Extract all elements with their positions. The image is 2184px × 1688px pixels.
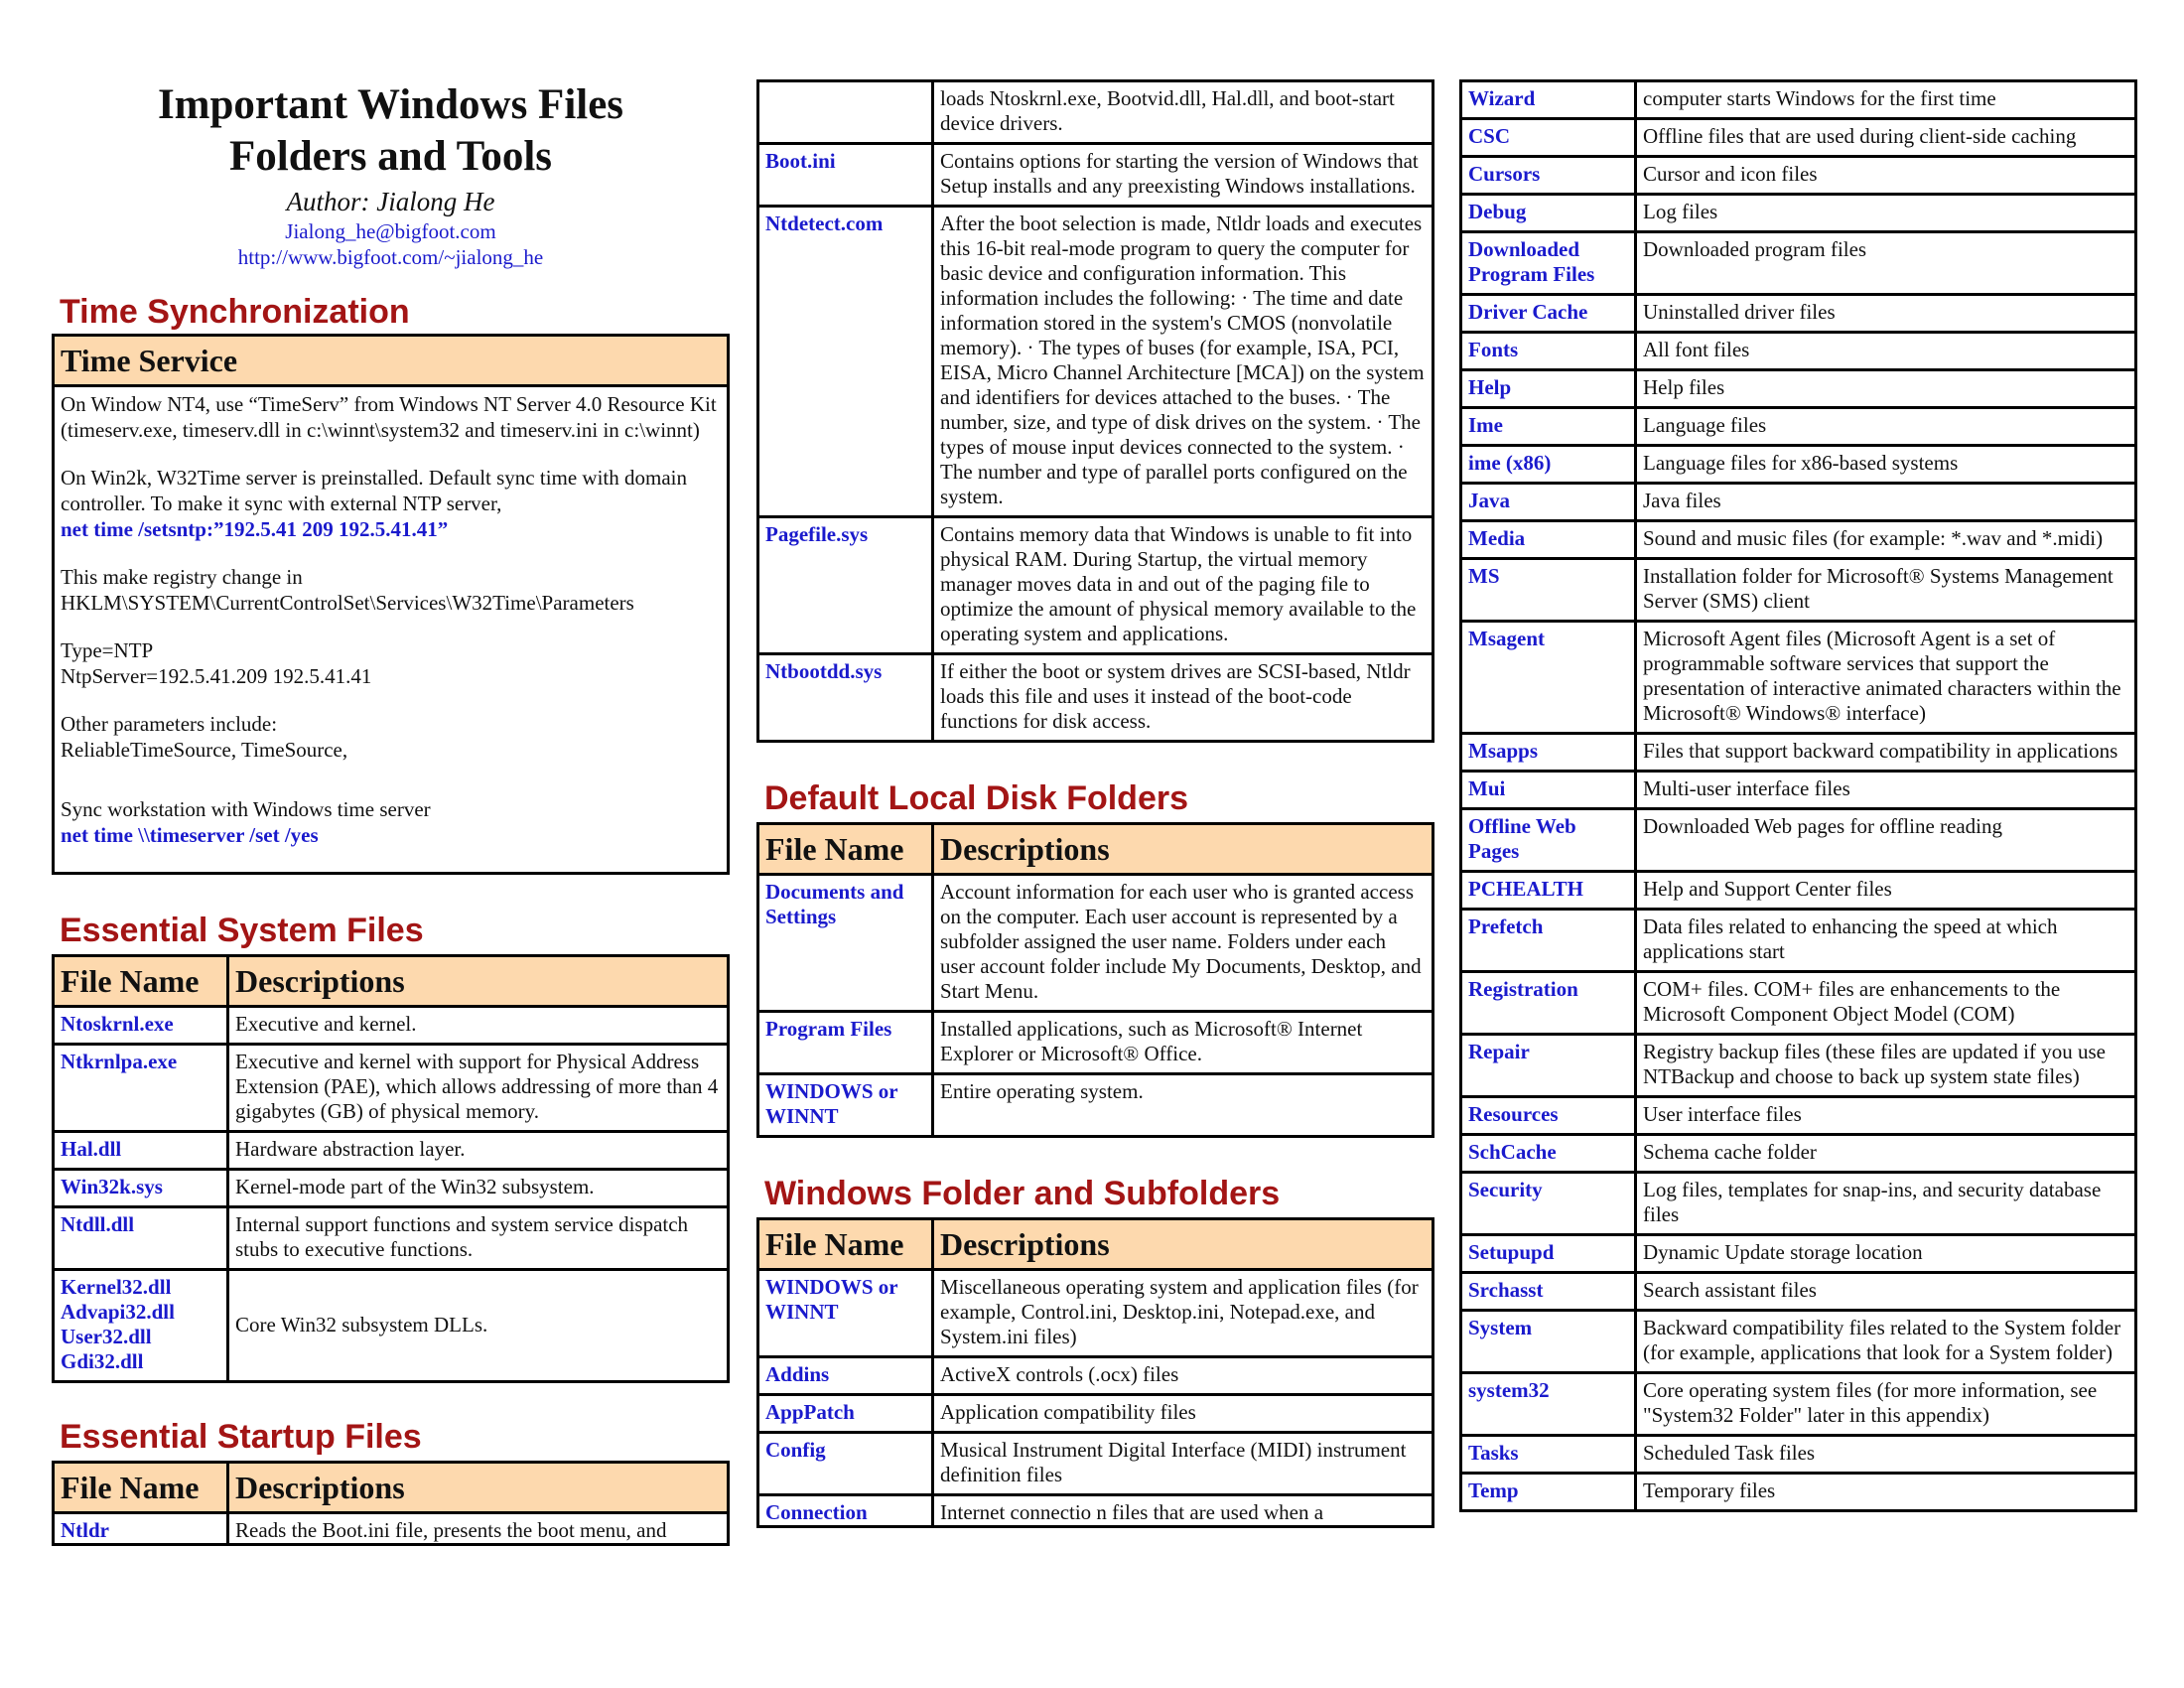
windows-folder-table: [756, 1217, 1434, 1528]
windows-folder-table-continued: [1459, 79, 2137, 1512]
description-cell: computer starts Windows for the first time: [1636, 81, 2136, 119]
essential-startup-table-continued: [756, 79, 1434, 743]
table-row: [758, 1395, 1433, 1433]
time-service-title: Time Service: [55, 337, 727, 387]
description-cell: Registry backup files (these files are updated if you use NTBackup and choose to back up system state files): [1636, 1035, 2136, 1097]
file-name-cell: System: [1461, 1311, 1636, 1373]
other-params-list: ReliableTimeSource, TimeSource,: [61, 738, 348, 762]
description-cell: Java files: [1636, 484, 2136, 521]
table-row: [1461, 1311, 2136, 1373]
table-row: [1461, 232, 2136, 295]
col-descriptions: Descriptions: [933, 1219, 1433, 1270]
description-cell: Backward compatibility files related to the System folder (for example, applications that look for a System folder): [1636, 1311, 2136, 1373]
table-row: [54, 1170, 729, 1207]
description-cell: Search assistant files: [1636, 1273, 2136, 1311]
col-file-name: File Name: [54, 956, 228, 1007]
title-line-1: Important Windows Files: [157, 81, 624, 128]
table-row: [758, 1012, 1433, 1074]
table-row: [1461, 1035, 2136, 1097]
table-row-ntldr: [54, 1513, 729, 1545]
file-name-cell: Ntoskrnl.exe: [54, 1007, 228, 1045]
table-header-row: [54, 956, 729, 1007]
description-cell: Multi-user interface files: [1636, 772, 2136, 809]
time-paragraph-values: [61, 637, 721, 689]
file-name-cell: Ntdll.dll: [54, 1207, 228, 1270]
file-name-cell: CSC: [1461, 119, 1636, 157]
table-row: [758, 654, 1433, 742]
table-row: [54, 1045, 729, 1132]
registry-intro: This make registry change in: [61, 565, 303, 589]
table-row: [1461, 1436, 2136, 1474]
file-name: Advapi32.dll: [61, 1300, 175, 1324]
file-name-cell: Ntdetect.com: [758, 207, 933, 517]
time-paragraph-nt4: On Window NT4, use “TimeServ” from Windows NT Server 4.0 Resource Kit (timeserv.exe, timeserv.dll in c:\winnt\system32 and timeserv.ini in c:\winnt): [61, 392, 717, 442]
file-name-cell: Hal.dll: [54, 1132, 228, 1170]
table-row: [758, 875, 1433, 1012]
col-descriptions: Descriptions: [228, 1463, 729, 1513]
table-row: [758, 1357, 1433, 1395]
sync-workstation-text: Sync workstation with Windows time server: [61, 797, 431, 821]
description-cell: Schema cache folder: [1636, 1135, 2136, 1173]
description-cell: Hardware abstraction layer.: [228, 1132, 729, 1170]
description-cell: Reads the Boot.ini file, presents the boot menu, and: [228, 1513, 729, 1545]
table-row: [1461, 772, 2136, 809]
type-value: Type=NTP: [61, 638, 154, 662]
col-file-name: File Name: [54, 1463, 228, 1513]
table-row: [1461, 734, 2136, 772]
description-cell: Data files related to enhancing the speed at which applications start: [1636, 910, 2136, 972]
homepage-link[interactable]: http://www.bigfoot.com/~jialong_he: [237, 245, 544, 269]
file-name-cell: Win32k.sys: [54, 1170, 228, 1207]
file-name-cell: Registration: [1461, 972, 1636, 1035]
table-header-row: [54, 1463, 729, 1513]
table-row: [1461, 972, 2136, 1035]
default-local-heading: Default Local Disk Folders: [764, 779, 1188, 817]
file-name-cell: ime (x86): [1461, 446, 1636, 484]
description-cell: Sound and music files (for example: *.wav and *.midi): [1636, 521, 2136, 559]
description-cell: Log files: [1636, 195, 2136, 232]
table-row: [758, 1270, 1433, 1357]
table-row: [758, 517, 1433, 654]
file-name-cell: AppPatch: [758, 1395, 933, 1433]
table-row: [1461, 446, 2136, 484]
file-name: Kernel32.dll: [61, 1275, 172, 1299]
description-cell: Installation folder for Microsoft® Systems Management Server (SMS) client: [1636, 559, 2136, 622]
file-name-cell: Program Files: [758, 1012, 933, 1074]
file-name-cell: Ntldr: [54, 1513, 228, 1545]
file-name-cell: Msagent: [1461, 622, 1636, 734]
file-name-cell: Driver Cache: [1461, 295, 1636, 333]
description-cell: Application compatibility files: [933, 1395, 1433, 1433]
table-row: [758, 207, 1433, 517]
file-name-cell: Config: [758, 1433, 933, 1495]
table-header-row: [758, 824, 1433, 875]
description-cell: Downloaded Web pages for offline reading: [1636, 809, 2136, 872]
time-service-box: [52, 334, 730, 875]
table-header-row: [758, 1219, 1433, 1270]
table-row: [1461, 1273, 2136, 1311]
table-row: [1461, 809, 2136, 872]
table-row: [1461, 1474, 2136, 1511]
file-name-cell: SchCache: [1461, 1135, 1636, 1173]
table-row: [1461, 295, 2136, 333]
file-name-cell: Srchasst: [1461, 1273, 1636, 1311]
description-cell: Core operating system files (for more information, see "System32 Folder" later in this appendix): [1636, 1373, 2136, 1436]
table-row: [1461, 1097, 2136, 1135]
net-time-command: net time \\timeserver /set /yes: [61, 823, 319, 847]
table-row: [1461, 521, 2136, 559]
table-row: [1461, 1135, 2136, 1173]
description-cell: loads Ntoskrnl.exe, Bootvid.dll, Hal.dll, and boot-start device drivers.: [933, 81, 1433, 144]
description-cell: Core Win32 subsystem DLLs.: [228, 1270, 729, 1382]
description-cell: Executive and kernel.: [228, 1007, 729, 1045]
file-name-cell: WINDOWS or WINNT: [758, 1270, 933, 1357]
win2k-text: On Win2k, W32Time server is preinstalled. Default sync time with domain controller. To make it sync with external NTP server,: [61, 466, 688, 515]
file-name-cell: Media: [1461, 521, 1636, 559]
file-name-cell: Ntkrnlpa.exe: [54, 1045, 228, 1132]
description-cell: Entire operating system.: [933, 1074, 1433, 1137]
email-link[interactable]: Jialong_he@bigfoot.com: [285, 219, 496, 243]
description-cell: Contains memory data that Windows is unable to fit into physical RAM. During Startup, the virtual memory manager moves data in and out of the paging file to optimize the amount of physical memory available to the operating system and applications.: [933, 517, 1433, 654]
table-row: [1461, 1373, 2136, 1436]
time-paragraph-win2k: [61, 465, 721, 542]
ntpserver-value: NtpServer=192.5.41.209 192.5.41.41: [61, 664, 372, 688]
file-name-cell: Help: [1461, 370, 1636, 408]
description-cell: Internal support functions and system service dispatch stubs to executive functions.: [228, 1207, 729, 1270]
time-sync-heading: Time Synchronization: [60, 293, 410, 331]
column-1: [52, 0, 730, 1546]
description-cell: Help files: [1636, 370, 2136, 408]
description-cell: Microsoft Agent files (Microsoft Agent is a set of programmable software services that support the presentation of interactive animated characters within the Microsoft® Windows® interface): [1636, 622, 2136, 734]
table-row: [1461, 910, 2136, 972]
file-name-cell: Security: [1461, 1173, 1636, 1235]
setsntp-command: net time /setsntp:”192.5.41 209 192.5.41.41”: [61, 517, 449, 541]
table-row: [758, 144, 1433, 207]
file-name-cell: Addins: [758, 1357, 933, 1395]
file-name-cell: Documents and Settings: [758, 875, 933, 1012]
table-row-connection: [758, 1495, 1433, 1527]
file-name-cell: Java: [1461, 484, 1636, 521]
document-title: [52, 79, 730, 183]
table-row: [54, 1007, 729, 1045]
file-name-cell: [54, 1270, 228, 1382]
file-name-cell: Pagefile.sys: [758, 517, 933, 654]
column-3: [1459, 0, 2137, 1512]
column-2: [756, 0, 1434, 1528]
description-cell: Internet connectio n files that are used when a: [933, 1495, 1433, 1527]
file-name-cell: Temp: [1461, 1474, 1636, 1511]
windows-folder-heading: Windows Folder and Subfolders: [764, 1175, 1281, 1212]
description-cell: Temporary files: [1636, 1474, 2136, 1511]
table-row: [1461, 484, 2136, 521]
table-row: [758, 1433, 1433, 1495]
file-name-cell: Tasks: [1461, 1436, 1636, 1474]
description-cell: All font files: [1636, 333, 2136, 370]
file-name-cell: Prefetch: [1461, 910, 1636, 972]
registry-path: HKLM\SYSTEM\CurrentControlSet\Services\W32Time\Parameters: [61, 591, 634, 615]
description-cell: ActiveX controls (.ocx) files: [933, 1357, 1433, 1395]
table-row: [1461, 333, 2136, 370]
description-cell: Help and Support Center files: [1636, 872, 2136, 910]
description-cell: Account information for each user who is granted access on the computer. Each user account is represented by a subfolder assigned the user name. Folders under each user account folder include My Documents, Desktop, and Start Menu.: [933, 875, 1433, 1012]
col-file-name: File Name: [758, 1219, 933, 1270]
description-cell: Contains options for starting the version of Windows that Setup installs and any preexisting Windows installations.: [933, 144, 1433, 207]
file-name: User32.dll: [61, 1325, 152, 1348]
table-row: [1461, 622, 2136, 734]
description-cell: Log files, templates for snap-ins, and security database files: [1636, 1173, 2136, 1235]
table-row: [1461, 119, 2136, 157]
file-name-cell: Msapps: [1461, 734, 1636, 772]
description-cell: Musical Instrument Digital Interface (MIDI) instrument definition files: [933, 1433, 1433, 1495]
description-cell: If either the boot or system drives are SCSI-based, Ntldr loads this file and uses it instead of the boot-code functions for disk access.: [933, 654, 1433, 742]
description-cell: Downloaded program files: [1636, 232, 2136, 295]
description-cell: COM+ files. COM+ files are enhancements to the Microsoft Component Object Model (COM): [1636, 972, 2136, 1035]
table-row: [1461, 408, 2136, 446]
table-row: [1461, 195, 2136, 232]
table-row: [1461, 559, 2136, 622]
time-paragraph-sync: [61, 796, 721, 848]
table-row: [758, 1074, 1433, 1137]
table-row: [1461, 157, 2136, 195]
file-name-cell: system32: [1461, 1373, 1636, 1436]
file-name-cell: Connection: [758, 1495, 933, 1527]
col-descriptions: Descriptions: [933, 824, 1433, 875]
description-cell: Language files: [1636, 408, 2136, 446]
file-name-cell: Mui: [1461, 772, 1636, 809]
file-name-cell: Repair: [1461, 1035, 1636, 1097]
description-cell: Files that support backward compatibility in applications: [1636, 734, 2136, 772]
table-row: [1461, 1173, 2136, 1235]
col-descriptions: Descriptions: [228, 956, 729, 1007]
file-name-cell: Boot.ini: [758, 144, 933, 207]
description-cell: Executive and kernel with support for Physical Address Extension (PAE), which allows addressing of more than 4 gigabytes (GB) of physical memory.: [228, 1045, 729, 1132]
time-paragraph-registry: [61, 564, 721, 616]
description-cell: Uninstalled driver files: [1636, 295, 2136, 333]
table-row: [1461, 1235, 2136, 1273]
file-name-cell: Offline Web Pages: [1461, 809, 1636, 872]
description-cell: After the boot selection is made, Ntldr loads and executes this 16-bit real-mode program to query the computer for basic device and configuration information. This information includes the following: · The time and date information stored in the system's CMOS (nonvolatile memory). · The types of buses (for example, ISA, PCI, EISA, Micro Channel Architecture [MCA]) on the system and identifiers for devices attached to the buses. · The number, size, and type of disk drives on the system. · The types of mouse input devices connected to the system. · The number and type of parallel ports configured on the system.: [933, 207, 1433, 517]
file-name-cell: Setupupd: [1461, 1235, 1636, 1273]
essential-system-table: [52, 954, 730, 1383]
file-name-cell: PCHEALTH: [1461, 872, 1636, 910]
description-cell: Scheduled Task files: [1636, 1436, 2136, 1474]
file-name-cell: Wizard: [1461, 81, 1636, 119]
description-cell: Installed applications, such as Microsoft® Internet Explorer or Microsoft® Office.: [933, 1012, 1433, 1074]
table-row-ntldr-continued: [758, 81, 1433, 144]
file-name-cell: [758, 81, 933, 144]
author: Author: Jialong He: [286, 187, 495, 216]
title-line-2: Folders and Tools: [229, 133, 552, 180]
table-row-connection-continued: [1461, 81, 2136, 119]
file-name-cell: WINDOWS or WINNT: [758, 1074, 933, 1137]
table-row: [54, 1132, 729, 1170]
essential-startup-table: [52, 1461, 730, 1546]
file-name-cell: Cursors: [1461, 157, 1636, 195]
other-params-intro: Other parameters include:: [61, 712, 278, 736]
file-name-cell: Fonts: [1461, 333, 1636, 370]
description-cell: Offline files that are used during client-side caching: [1636, 119, 2136, 157]
col-file-name: File Name: [758, 824, 933, 875]
description-cell: Miscellaneous operating system and application files (for example, Control.ini, Desktop.ini, Notepad.exe, and System.ini files): [933, 1270, 1433, 1357]
time-paragraph-other: [61, 711, 721, 763]
description-cell: User interface files: [1636, 1097, 2136, 1135]
description-cell: Kernel-mode part of the Win32 subsystem.: [228, 1170, 729, 1207]
default-local-table: [756, 822, 1434, 1138]
table-row: [1461, 370, 2136, 408]
description-cell: Cursor and icon files: [1636, 157, 2136, 195]
file-name-cell: Resources: [1461, 1097, 1636, 1135]
description-cell: Dynamic Update storage location: [1636, 1235, 2136, 1273]
file-name: Gdi32.dll: [61, 1349, 144, 1373]
essential-system-heading: Essential System Files: [60, 912, 424, 949]
table-row: [1461, 872, 2136, 910]
file-name-cell: Ime: [1461, 408, 1636, 446]
table-row: [54, 1207, 729, 1270]
file-name-cell: Debug: [1461, 195, 1636, 232]
description-cell: Language files for x86-based systems: [1636, 446, 2136, 484]
file-name-cell: MS: [1461, 559, 1636, 622]
essential-startup-heading: Essential Startup Files: [60, 1418, 422, 1456]
table-row-core-dlls: [54, 1270, 729, 1382]
file-name-cell: Ntbootdd.sys: [758, 654, 933, 742]
time-service-body: [55, 387, 727, 872]
file-name-cell: Downloaded Program Files: [1461, 232, 1636, 295]
